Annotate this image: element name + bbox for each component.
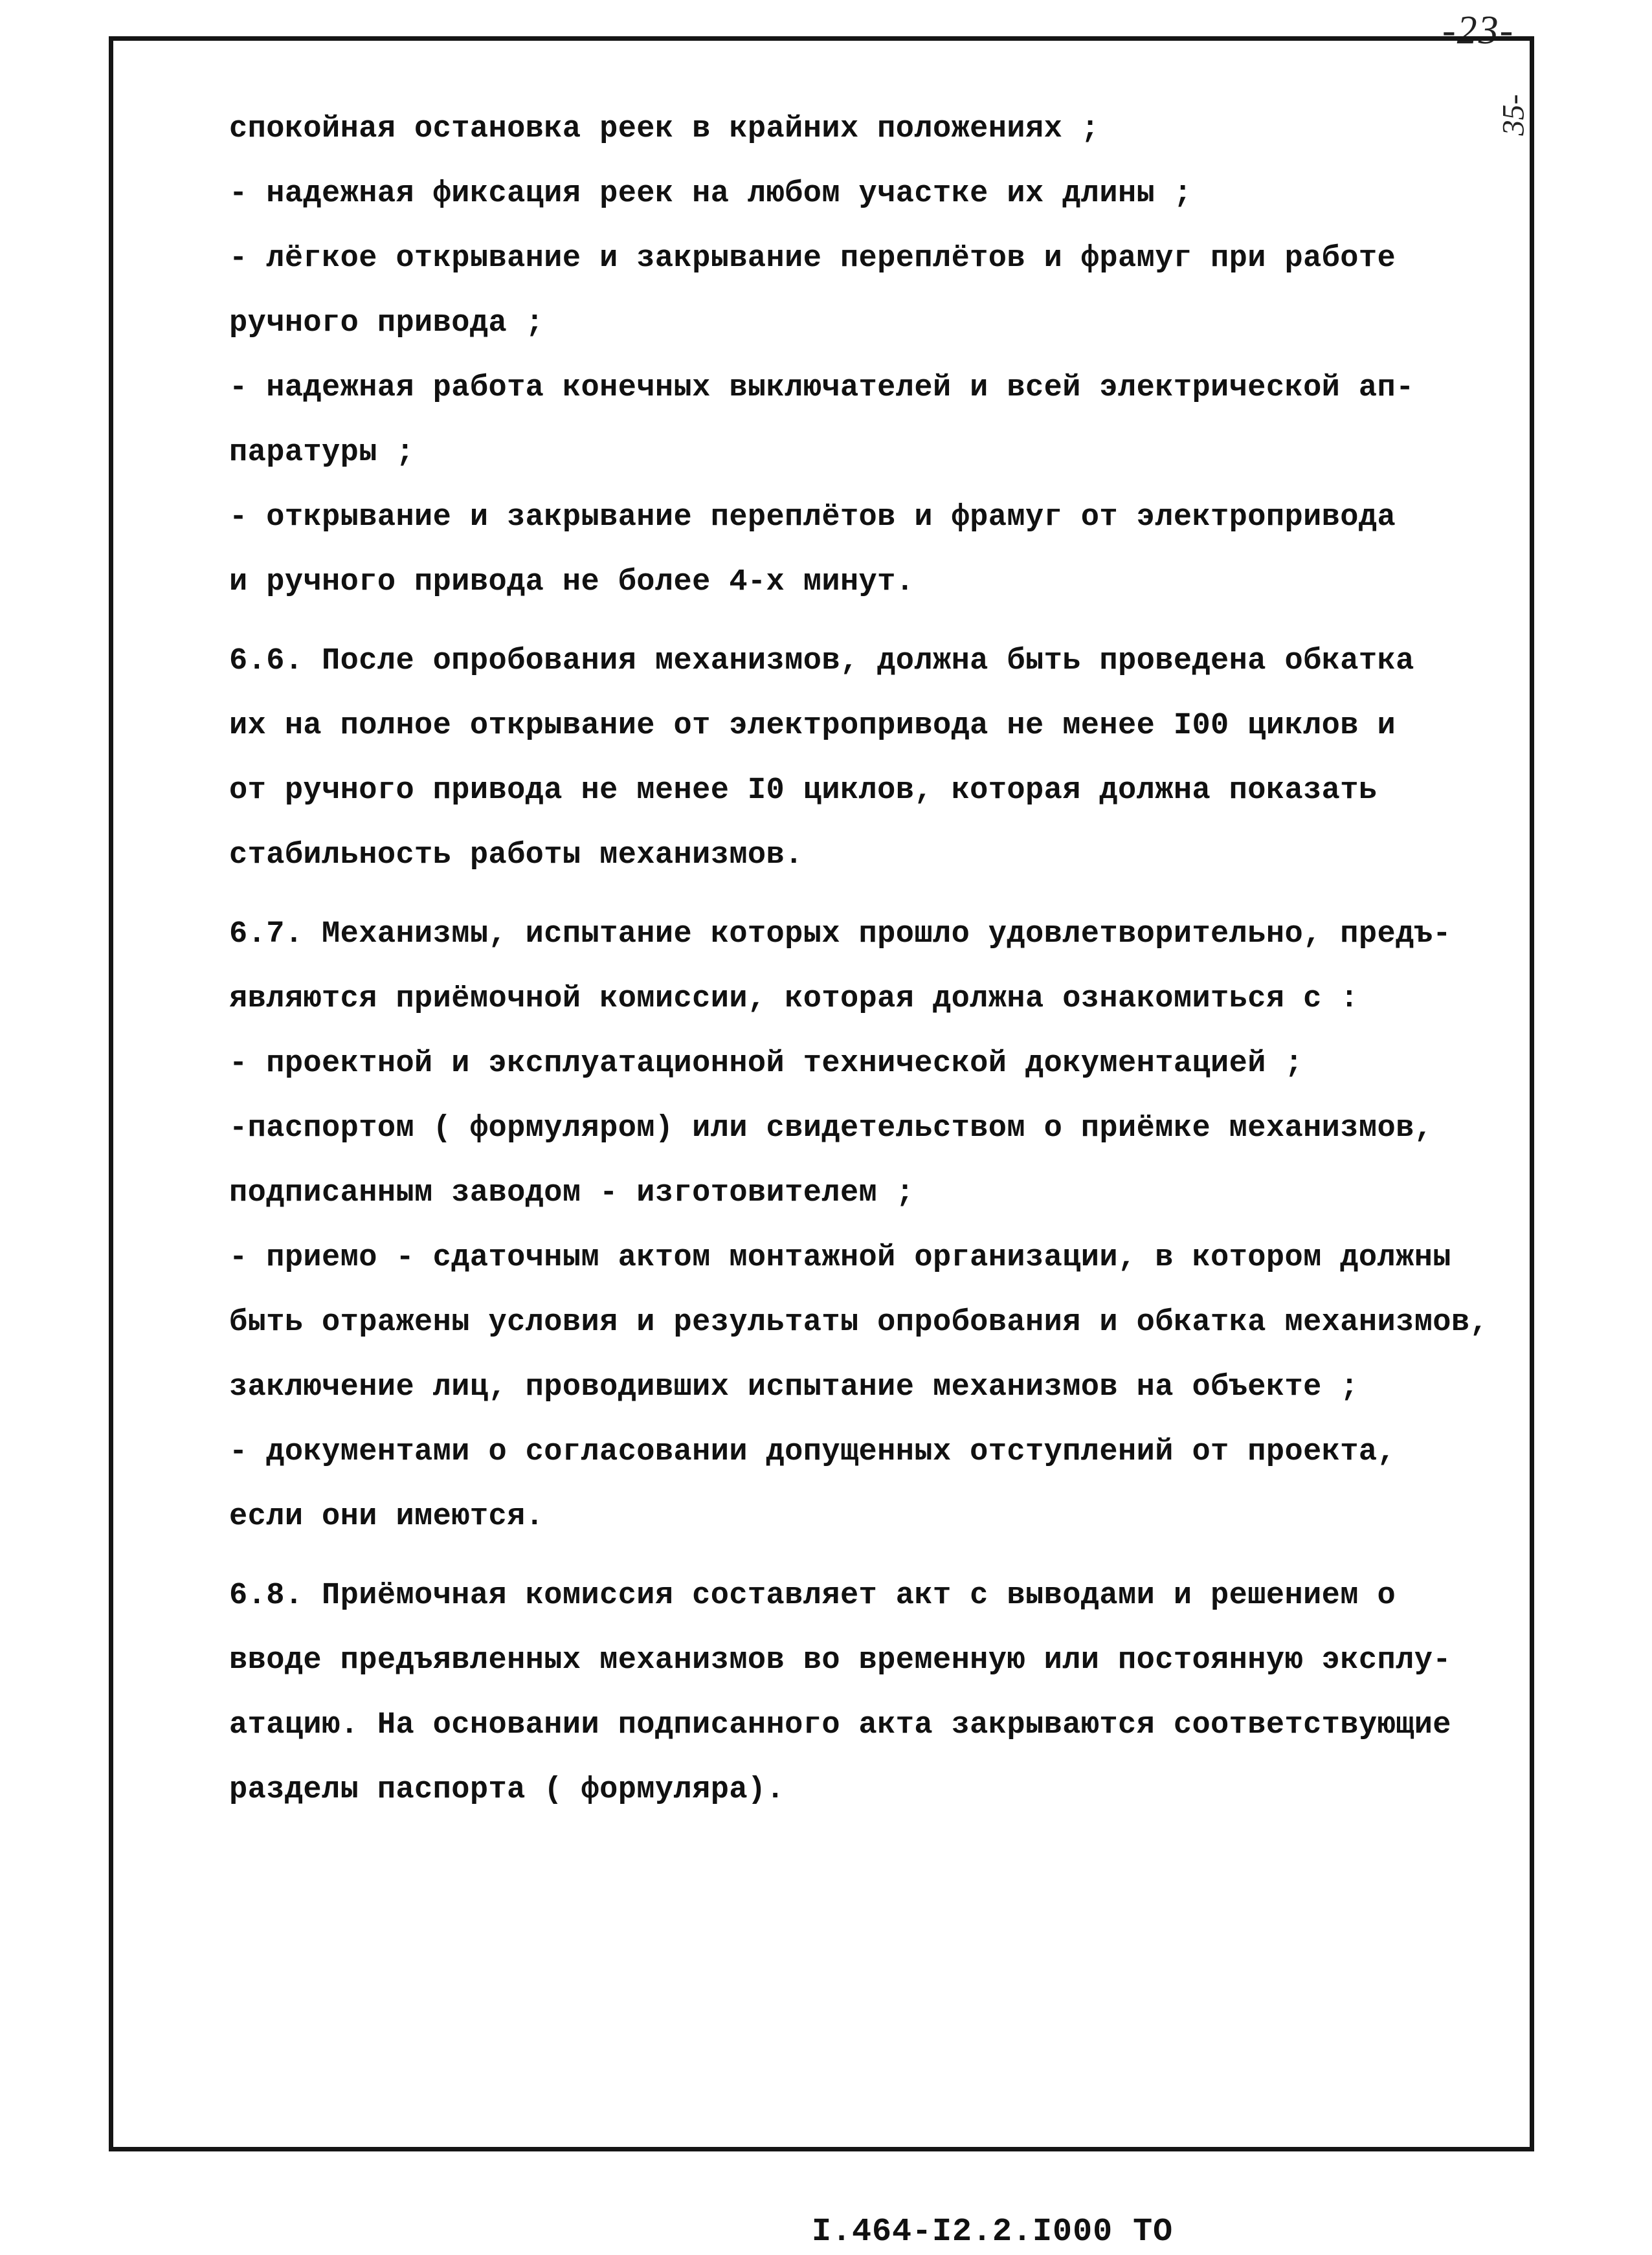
text-line: стабильность работы механизмов. bbox=[229, 838, 803, 872]
text-line: -паспортом ( формуляром) или свидетельством о приёмке механизмов, bbox=[229, 1111, 1433, 1146]
text-line: - открывание и закрывание переплётов и фрамуг от электропривода bbox=[229, 500, 1396, 535]
text-line: атацию. На основании подписанного акта закрываются соответствующие bbox=[229, 1708, 1451, 1742]
margin-annotation: 35- bbox=[1496, 94, 1531, 136]
text-line: - надежная фиксация реек на любом участке их длины ; bbox=[229, 177, 1192, 211]
text-line: 6.8. Приёмочная комиссия составляет акт с выводами и решением о bbox=[229, 1579, 1396, 1613]
paragraph-6-8 bbox=[229, 1564, 1530, 1823]
text-line: являются приёмочной комиссии, которая должна ознакомиться с : bbox=[229, 982, 1359, 1016]
text-line: ручного привода ; bbox=[229, 306, 544, 340]
paragraph-6-7 bbox=[229, 902, 1530, 1550]
text-line: паратуры ; bbox=[229, 436, 415, 470]
text-line: вводе предъявленных механизмов во временную или постоянную эксплу- bbox=[229, 1643, 1451, 1678]
paragraph-6-6 bbox=[229, 629, 1530, 888]
text-line: - приемо - сдаточным актом монтажной организации, в котором должны bbox=[229, 1241, 1451, 1275]
text-line: их на полное открывание от электропривода не менее I00 циклов и bbox=[229, 709, 1396, 743]
text-line: - проектной и эксплуатационной технической документацией ; bbox=[229, 1047, 1304, 1081]
text-line: 6.7. Механизмы, испытание которых прошло удовлетворительно, предъ- bbox=[229, 917, 1451, 951]
text-line: подписанным заводом - изготовителем ; bbox=[229, 1176, 915, 1210]
page-number: -23- bbox=[1442, 8, 1515, 52]
text-line: разделы паспорта ( формуляра). bbox=[229, 1773, 785, 1807]
text-line: - документами о согласовании допущенных отступлений от проекта, bbox=[229, 1435, 1396, 1469]
text-line: и ручного привода не более 4-х минут. bbox=[229, 565, 915, 599]
text-line: если они имеются. bbox=[229, 1500, 544, 1534]
paragraph-gap bbox=[229, 1550, 1530, 1564]
paragraph-gap bbox=[229, 888, 1530, 902]
text-line: быть отражены условия и результаты опробования и обкатка механизмов, bbox=[229, 1305, 1489, 1340]
text-line: от ручного привода не менее I0 циклов, которая должна показать bbox=[229, 773, 1378, 808]
document-code: I.464-I2.2.I000 ТО bbox=[812, 2214, 1174, 2250]
paragraph-requirements bbox=[229, 97, 1530, 615]
text-line: спокойная остановка реек в крайних положениях ; bbox=[229, 112, 1100, 146]
text-line: - надежная работа конечных выключателей и всей электрической ап- bbox=[229, 371, 1414, 405]
text-line: - лёгкое открывание и закрывание переплётов и фрамуг при работе bbox=[229, 241, 1396, 276]
text-line: заключение лиц, проводивших испытание механизмов на объекте ; bbox=[229, 1370, 1359, 1405]
document-body bbox=[229, 97, 1530, 1823]
paragraph-gap bbox=[229, 615, 1530, 629]
text-line: 6.6. После опробования механизмов, должна быть проведена обкатка bbox=[229, 644, 1414, 678]
